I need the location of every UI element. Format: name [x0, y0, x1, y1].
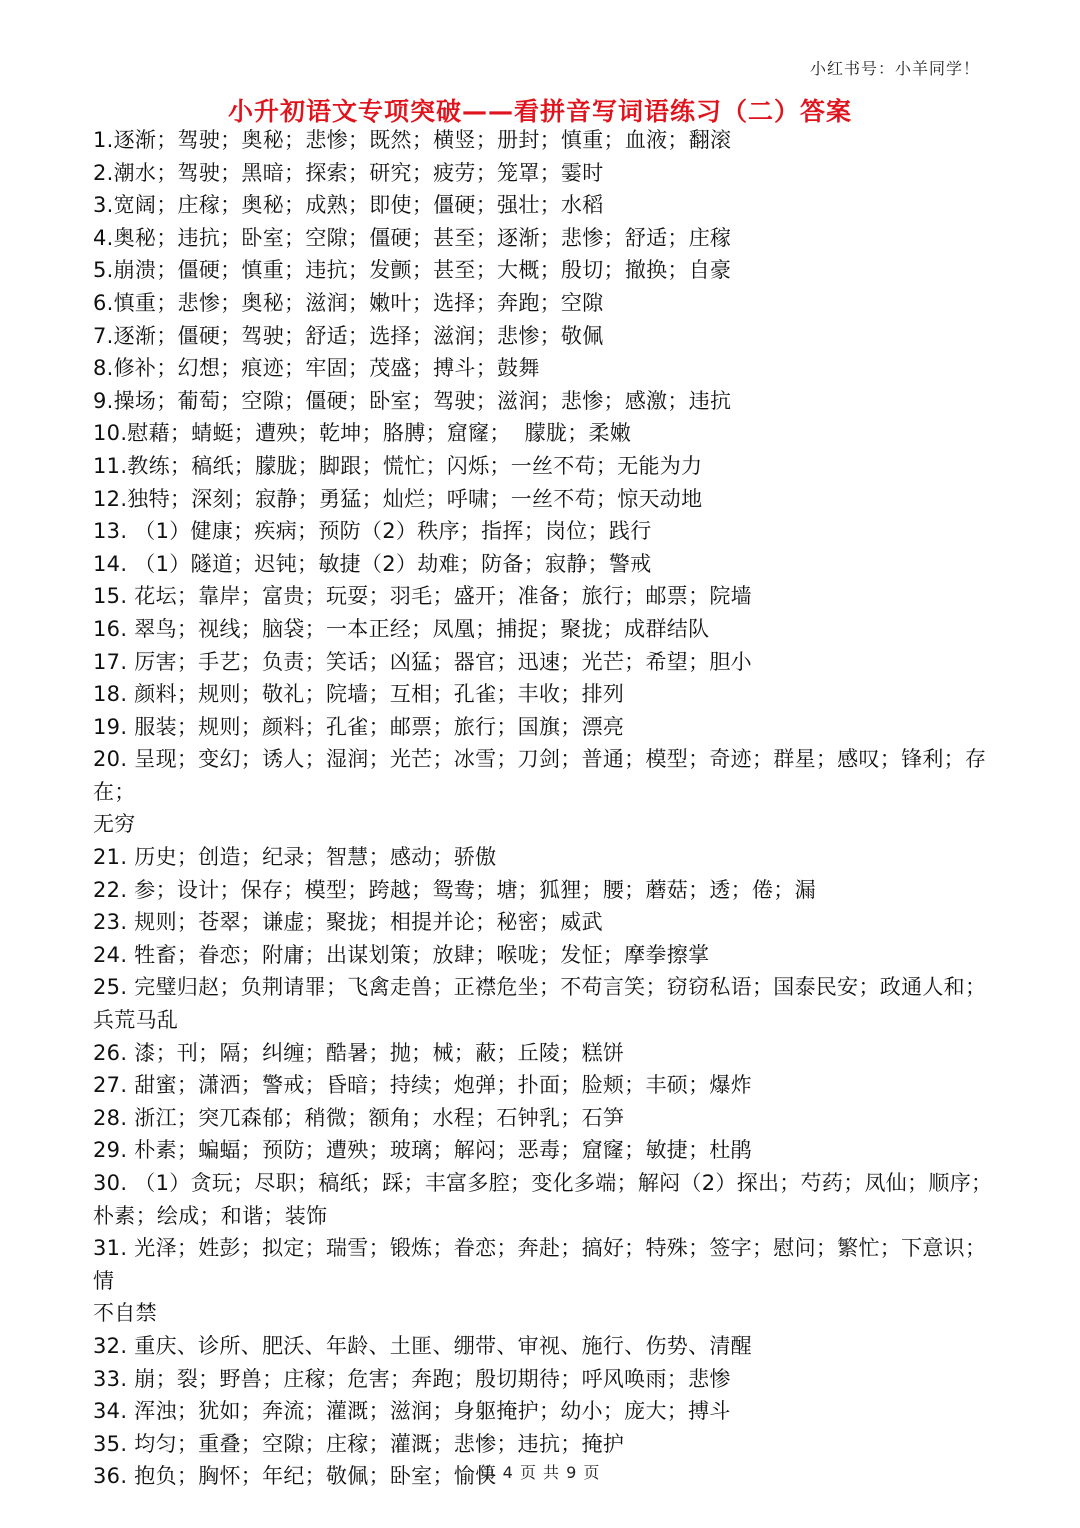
- answer-line: 22. 参；设计；保存；模型；跨越；鸳鸯；塘；狐狸；腰；蘑菇；透；倦；漏: [93, 877, 816, 902]
- answer-line: 10.慰藉；蜻蜓；遭殃；乾坤；胳膊；窟窿； 朦胧；柔嫩: [93, 421, 632, 446]
- page-number: 第 4 页 共 9 页: [479, 1463, 601, 1482]
- answer-line: 9.操场；葡萄；空隙；僵硬；卧室；驾驶；滋润；悲惨；感激；违抗: [93, 388, 732, 413]
- answer-line: 25. 完璧归赵；负荆请罪；飞禽走兽；正襟危坐；不苟言笑；窃窃私语；国泰民安；政通人和；: [93, 975, 987, 1000]
- answer-line: 23. 规则；苍翠；谦虚；聚拢；相提并论；秘密；威武: [93, 910, 603, 935]
- answer-line: 8.修补；幻想；痕迹；牢固；茂盛；搏斗；鼓舞: [93, 356, 540, 381]
- answer-line: 29. 朴素；蝙蝠；预防；遭殃；玻璃；解闷；恶毒；窟窿；敏捷；杜鹃: [93, 1138, 752, 1163]
- answer-line: 14. （1）隧道；迟钝；敏捷（2）劫难；防备；寂静；警戒: [93, 551, 652, 576]
- answer-line: 3.宽阔；庄稼；奥秘；成熟；即使；僵硬；强壮；水稻: [93, 193, 604, 218]
- answer-line: 30. （1）贪玩；尽职；稿纸；踩；丰富多腔；变化多端；解闷（2）探出；芍药；凤仙；顺序；: [93, 1171, 993, 1195]
- answer-line: 不自禁: [93, 1301, 157, 1326]
- answer-line: 4.奥秘；违抗；卧室；空隙；僵硬；甚至；逐渐；悲惨；舒适；庄稼: [93, 225, 732, 250]
- answer-line: 32. 重庆、诊所、肥沃、年龄、土匪、绷带、审视、施行、伤势、清醒: [93, 1333, 752, 1358]
- answer-line: 2.潮水；驾驶；黑暗；探索；研究；疲劳；笼罩；霎时: [93, 160, 604, 185]
- answer-line: 31. 光泽；姓彭；拟定；瑞雪；锻炼；眷恋；奔赴；搞好；特殊；签字；慰问；繁忙；下意识；情: [93, 1236, 987, 1293]
- answer-line: 19. 服装；规则；颜料；孔雀；邮票；旅行；国旗；漂亮: [93, 714, 625, 739]
- answer-line: 12.独特；深刻；寂静；勇猛；灿烂；呼啸；一丝不苟；惊天动地: [93, 486, 703, 511]
- answer-list: [93, 124, 993, 1493]
- answer-line: 20. 呈现；变幻；诱人；湿润；光芒；冰雪；刀剑；普通；模型；奇迹；群星；感叹；锋利；存在；: [93, 747, 987, 804]
- answer-line: 无穷: [93, 812, 136, 837]
- answer-line: 7.逐渐；僵硬；驾驶；舒适；选择；滋润；悲惨；敬佩: [93, 323, 604, 348]
- answer-line: 36. 抱负；胸怀；年纪；敬佩；卧室；愉快: [93, 1464, 497, 1489]
- answer-line: 11.教练；稿纸；朦胧；脚跟；慌忙；闪烁；一丝不苟；无能为力: [93, 453, 703, 478]
- answer-line: 朴素；绘成；和谐；装饰: [93, 1203, 328, 1228]
- answer-line: 24. 牲畜；眷恋；附庸；出谋划策；放肆；喉咙；发怔；摩拳擦掌: [93, 942, 710, 967]
- answer-line: 15. 花坛；靠岸；富贵；玩耍；羽毛；盛开；准备；旅行；邮票；院墙: [93, 584, 752, 609]
- answer-line: 33. 崩；裂；野兽；庄稼；危害；奔跑；殷切期待；呼风唤雨；悲惨: [93, 1366, 731, 1391]
- answer-line: 6.慎重；悲惨；奥秘；滋润；嫩叶；选择；奔跑；空隙: [93, 290, 604, 315]
- answer-line: 35. 均匀；重叠；空隙；庄稼；灌溉；悲惨；违抗；掩护: [93, 1431, 625, 1456]
- answer-line: 18. 颜料；规则；敬礼；院墙；互相；孔雀；丰收；排列: [93, 682, 625, 707]
- answer-line: 26. 漆；刊；隔；纠缠；酷暑；抛；械；蔽；丘陵；糕饼: [93, 1040, 625, 1065]
- header-note: 小红书号：小羊同学！: [809, 59, 980, 78]
- answer-line: 34. 浑浊；犹如；奔流；灌溉；滋润；身躯掩护；幼小；庞大；搏斗: [93, 1399, 731, 1424]
- answer-line: 21. 历史；创造；纪录；智慧；感动；骄傲: [93, 845, 497, 870]
- page-title: 小升初语文专项突破——看拼音写词语练习（二）答案: [227, 97, 852, 126]
- answer-line: 5.崩溃；僵硬；慎重；违抗；发颤；甚至；大概；殷切；撤换；自豪: [93, 258, 732, 283]
- answer-line: 16. 翠鸟；视线；脑袋；一本正经；凤凰；捕捉；聚拢；成群结队: [93, 616, 710, 641]
- answer-line: 27. 甜蜜；潇洒；警戒；昏暗；持续；炮弹；扑面；脸颊；丰硕；爆炸: [93, 1073, 752, 1098]
- answer-line: 17. 厉害；手艺；负责；笑话；凶猛；器官；迅速；光芒；希望；胆小: [93, 649, 752, 674]
- answer-line: 13. （1）健康；疾病；预防（2）秩序；指挥；岗位；践行: [93, 519, 652, 544]
- answer-line: 28. 浙江；突兀森郁；稍微；额角；水程；石钟乳；石笋: [93, 1105, 625, 1130]
- answer-line: 兵荒马乱: [93, 1008, 179, 1033]
- answer-line: 1.逐渐；驾驶；奥秘；悲惨；既然；横竖；册封；慎重；血液；翻滚: [93, 128, 732, 152]
